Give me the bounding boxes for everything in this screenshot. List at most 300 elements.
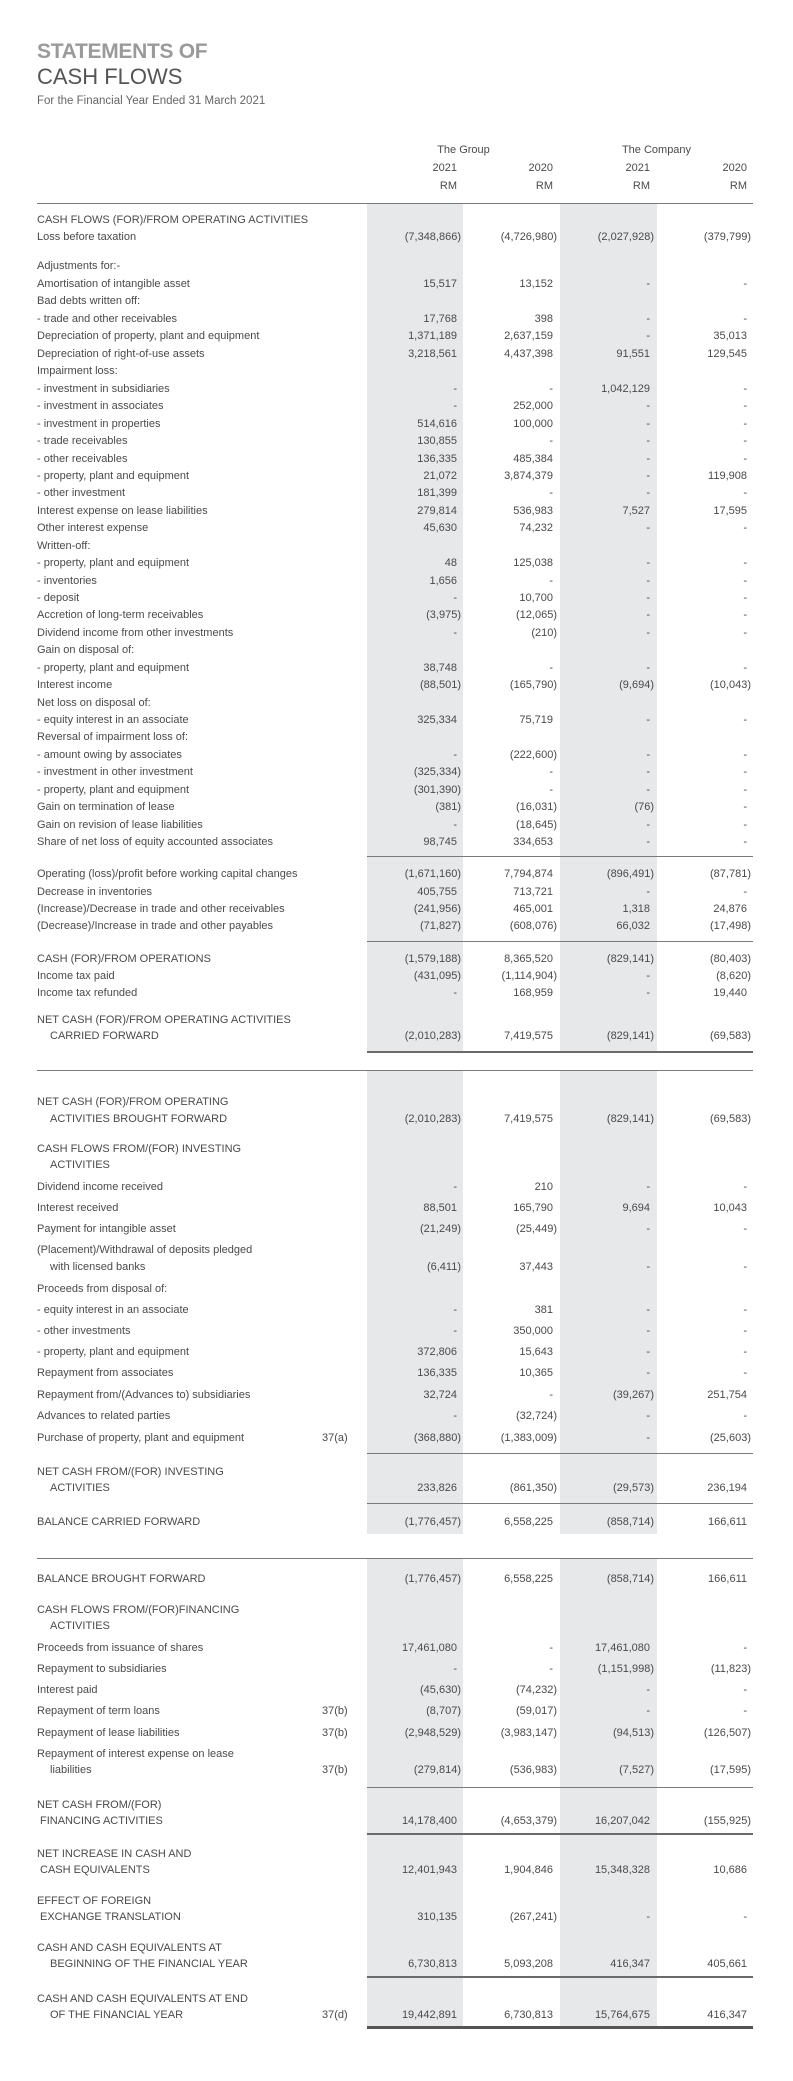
value-company-2021: 15,348,328 (594, 1864, 650, 1876)
value-group-2020: 350,000 (513, 1325, 553, 1337)
value-company-2021: - (646, 714, 650, 726)
value-company-2020: - (743, 1684, 747, 1696)
value-group-2021: - (453, 383, 457, 395)
value-group-2020: 125,038 (513, 557, 553, 569)
value-group-2020: 1,904,846 (504, 1864, 553, 1876)
value-group-2021: (2,948,529) (404, 1727, 461, 1739)
row-label: with licensed banks (50, 1261, 146, 1273)
value-company-2020: - (743, 522, 747, 534)
value-group-2021: (2,010,283) (404, 1113, 461, 1125)
row-label: Income tax refunded (37, 987, 138, 999)
table-row (0, 328, 793, 345)
table-row (0, 573, 793, 590)
value-company-2021: - (646, 453, 650, 465)
value-group-2021: 98,745 (423, 836, 457, 848)
statement-title-line1: STATEMENTS OF (37, 40, 208, 63)
table-row (0, 468, 793, 485)
value-company-2020: (17,595) (710, 1764, 751, 1776)
table-row (0, 1682, 793, 1699)
value-company-2020: - (743, 418, 747, 430)
value-group-2020: 3,874,379 (504, 470, 553, 482)
row-label: Impairment loss: (37, 365, 118, 377)
value-group-2020: 10,365 (519, 1367, 553, 1379)
value-company-2021: 16,207,042 (594, 1815, 650, 1827)
value-group-2020: (222,600) (509, 749, 557, 761)
table-row (0, 729, 793, 746)
subtotal-rule-investing (367, 1453, 753, 1454)
value-company-2020: 10,043 (713, 1202, 747, 1214)
row-label: CASH (FOR)/FROM OPERATIONS (37, 953, 211, 965)
value-company-2021: - (646, 749, 650, 761)
value-company-2020: - (743, 453, 747, 465)
table-row (0, 1157, 793, 1174)
table-row (0, 433, 793, 450)
table-row (0, 555, 793, 572)
value-company-2021: (9,694) (619, 679, 654, 691)
subtotal-rule-carried-forward (367, 1051, 753, 1053)
value-company-2020: (126,507) (703, 1727, 751, 1739)
table-row (0, 1012, 793, 1029)
value-company-2021: - (646, 784, 650, 796)
value-group-2020: (3,983,147) (500, 1727, 557, 1739)
row-label: - equity interest in an associate (37, 714, 189, 726)
value-company-2021: - (646, 1261, 650, 1273)
table-row (0, 866, 793, 883)
table-row (0, 985, 793, 1002)
table-row (0, 642, 793, 659)
row-label: FINANCING ACTIVITIES (40, 1815, 163, 1827)
value-group-2021: 181,399 (417, 487, 457, 499)
statement-subtitle: For the Financial Year Ended 31 March 2021 (37, 95, 266, 107)
value-company-2021: 1,042,129 (601, 383, 650, 395)
row-label: Payment for intangible asset (37, 1223, 176, 1235)
value-group-2021: (6,411) (426, 1261, 461, 1273)
column-year-group-2021: 2021 (432, 162, 457, 174)
value-company-2020: (87,781) (710, 868, 751, 880)
value-group-2021: (1,776,457) (404, 1573, 461, 1585)
value-company-2021: - (646, 609, 650, 621)
row-label: BEGINNING OF THE FINANCIAL YEAR (50, 1958, 248, 1970)
value-group-2020: 713,721 (513, 886, 553, 898)
value-group-2020: 8,365,520 (504, 953, 553, 965)
value-company-2020: 129,545 (707, 348, 747, 360)
table-row (0, 258, 793, 275)
value-company-2021: (858,714) (606, 1573, 654, 1585)
value-group-2021: (1,579,188) (404, 953, 461, 965)
subtotal-rule-working-capital (367, 941, 753, 942)
value-group-2020: (861,350) (509, 1482, 557, 1494)
value-group-2020: (608,076) (509, 920, 557, 932)
value-company-2020: - (743, 435, 747, 447)
value-group-2021: (325,334) (413, 766, 461, 778)
table-row (0, 1323, 793, 1340)
table-row (0, 884, 793, 901)
value-group-2020: 168,959 (513, 987, 553, 999)
value-company-2021: - (646, 970, 650, 982)
subtotal-rule-net-financing (367, 1833, 753, 1835)
note-reference: 37(b) (322, 1705, 348, 1717)
row-label: EXCHANGE TRANSLATION (40, 1911, 181, 1923)
value-group-2020: - (549, 766, 553, 778)
row-label: Repayment of term loans (37, 1705, 160, 1717)
value-company-2020: - (743, 801, 747, 813)
row-label: Repayment from associates (37, 1367, 174, 1379)
row-label: - investment in properties (37, 418, 161, 430)
table-row (0, 1464, 793, 1481)
value-group-2020: 381 (534, 1304, 553, 1316)
row-label: - trade and other receivables (37, 313, 178, 325)
value-company-2021: - (646, 1181, 650, 1193)
row-label: OF THE FINANCIAL YEAR (50, 2009, 184, 2021)
row-label: - investment in subsidiaries (37, 383, 170, 395)
table-row (0, 363, 793, 380)
value-group-2020: (267,241) (509, 1911, 557, 1923)
row-label: Repayment to subsidiaries (37, 1663, 167, 1675)
row-label: Repayment of lease liabilities (37, 1727, 180, 1739)
value-company-2021: (2,027,928) (597, 231, 654, 243)
row-label: Gain on disposal of: (37, 644, 135, 656)
note-reference: 37(b) (322, 1727, 348, 1739)
value-group-2021: 17,768 (423, 313, 457, 325)
table-row (0, 1571, 793, 1588)
value-group-2021: (241,956) (413, 903, 461, 915)
table-row (0, 398, 793, 415)
value-company-2021: - (646, 592, 650, 604)
row-label: Adjustments for:- (37, 260, 121, 272)
value-company-2020: 19,440 (713, 987, 747, 999)
value-group-2021: (431,095) (413, 970, 461, 982)
value-company-2020: - (743, 400, 747, 412)
value-company-2021: (76) (634, 801, 654, 813)
table-row (0, 276, 793, 293)
value-group-2021: (88,501) (420, 679, 461, 691)
value-company-2020: - (743, 313, 747, 325)
table-row (0, 695, 793, 712)
table-row (0, 918, 793, 935)
value-group-2020: (1,114,904) (501, 970, 557, 982)
table-row (0, 1480, 793, 1497)
value-group-2021: 130,855 (417, 435, 457, 447)
table-row (0, 660, 793, 677)
table-row (0, 1893, 793, 1910)
value-group-2020: (1,383,009) (500, 1432, 557, 1444)
row-label: - investment in other investment (37, 766, 193, 778)
value-group-2020: - (549, 383, 553, 395)
value-company-2020: 119,908 (708, 470, 747, 482)
value-company-2021: 15,764,675 (594, 2009, 650, 2021)
row-label: Loss before taxation (37, 231, 137, 243)
value-company-2021: (858,714) (606, 1516, 654, 1528)
row-label: ACTIVITIES (50, 1620, 110, 1632)
value-group-2021: 45,630 (423, 522, 457, 534)
value-group-2020: 13,152 (519, 278, 553, 290)
note-reference: 37(d) (322, 2009, 348, 2021)
value-group-2021: (2,010,283) (404, 1030, 461, 1042)
total-rule-end-of-year (367, 2026, 753, 2029)
value-company-2020: 236,194 (707, 1482, 747, 1494)
row-label: Interest income (37, 679, 113, 691)
value-company-2020: 10,686 (713, 1864, 747, 1876)
value-group-2021: (279,814) (413, 1764, 461, 1776)
table-row (0, 538, 793, 555)
table-row (0, 764, 793, 781)
table-row (0, 817, 793, 834)
value-group-2021: - (453, 987, 457, 999)
value-group-2021: 514,616 (417, 418, 457, 430)
value-group-2021: 405,755 (417, 886, 457, 898)
value-group-2020: 7,419,575 (504, 1113, 553, 1125)
table-row (0, 1661, 793, 1678)
value-company-2020: - (743, 766, 747, 778)
value-group-2021: (45,630) (420, 1684, 461, 1696)
value-company-2021: - (646, 313, 650, 325)
row-label: Interest received (37, 1202, 119, 1214)
row-label: CARRIED FORWARD (50, 1030, 159, 1042)
value-group-2021: 136,335 (417, 453, 457, 465)
value-group-2021: 3,218,561 (408, 348, 457, 360)
value-company-2021: - (646, 470, 650, 482)
row-label: Amortisation of intangible asset (37, 278, 190, 290)
value-company-2021: 66,032 (616, 920, 650, 932)
value-company-2020: - (743, 1367, 747, 1379)
value-company-2020: (17,498) (710, 920, 751, 932)
value-company-2020: - (743, 1705, 747, 1717)
value-group-2021: 32,724 (423, 1389, 457, 1401)
row-label: - trade receivables (37, 435, 128, 447)
value-company-2021: 1,318 (622, 903, 650, 915)
value-group-2020: (16,031) (516, 801, 557, 813)
value-company-2020: - (743, 1346, 747, 1358)
row-label: EFFECT OF FOREIGN (37, 1895, 152, 1907)
table-row (0, 1602, 793, 1619)
value-company-2021: - (646, 1346, 650, 1358)
value-group-2020: (536,983) (509, 1764, 557, 1776)
value-company-2020: (8,620) (716, 970, 751, 982)
row-label: NET INCREASE IN CASH AND (37, 1848, 192, 1860)
row-label: liabilities (50, 1764, 92, 1776)
value-company-2020: - (743, 749, 747, 761)
row-label: Interest expense on lease liabilities (37, 505, 208, 517)
value-company-2020: - (743, 1642, 747, 1654)
table-row (0, 293, 793, 310)
row-label: CASH AND CASH EQUIVALENTS AT END (37, 1993, 248, 2005)
value-company-2020: - (743, 1223, 747, 1235)
table-row (0, 1281, 793, 1298)
table-row (0, 1302, 793, 1319)
row-label: NET CASH (FOR)/FROM OPERATING ACTIVITIES (37, 1014, 291, 1026)
value-company-2020: - (743, 1410, 747, 1422)
value-company-2021: - (646, 557, 650, 569)
subtotal-rule-adjustments (367, 856, 753, 857)
value-group-2020: - (549, 1642, 553, 1654)
row-label: Advances to related parties (37, 1410, 171, 1422)
value-company-2020: - (743, 1261, 747, 1273)
value-company-2020: - (743, 662, 747, 674)
row-label: Other interest expense (37, 522, 149, 534)
value-company-2021: - (646, 627, 650, 639)
column-currency-company-2021: RM (632, 180, 650, 192)
row-label: Dividend income from other investments (37, 627, 234, 639)
value-company-2021: - (646, 522, 650, 534)
value-group-2021: 279,814 (417, 505, 457, 517)
table-row (0, 590, 793, 607)
value-company-2021: (896,491) (606, 868, 654, 880)
row-label: Dividend income received (37, 1181, 163, 1193)
row-label: Bad debts written off: (37, 295, 141, 307)
value-group-2020: 252,000 (513, 400, 553, 412)
value-group-2020: (4,726,980) (500, 231, 557, 243)
value-group-2020: 2,637,159 (504, 330, 553, 342)
row-label: - other investments (37, 1325, 131, 1337)
value-group-2021: 233,826 (417, 1482, 457, 1494)
value-group-2021: 6,730,813 (408, 1958, 457, 1970)
value-group-2020: (25,449) (516, 1223, 557, 1235)
value-company-2020: - (743, 575, 747, 587)
row-label: ACTIVITIES (50, 1482, 110, 1494)
column-currency-group-2020: RM (535, 180, 553, 192)
value-group-2020: 5,093,208 (504, 1958, 553, 1970)
subtotal-rule-net-investing (367, 1503, 753, 1504)
value-company-2021: 416,347 (610, 1958, 650, 1970)
subtotal-rule-beginning (367, 1976, 753, 1978)
table-row (0, 1846, 793, 1863)
value-group-2020: 10,700 (519, 592, 553, 604)
row-label: Written-off: (37, 540, 91, 552)
row-label: Proceeds from issuance of shares (37, 1642, 204, 1654)
value-company-2021: - (646, 886, 650, 898)
value-company-2020: (80,403) (710, 953, 751, 965)
value-group-2021: (368,880) (413, 1432, 461, 1444)
row-label: Depreciation of right-of-use assets (37, 348, 205, 360)
value-group-2020: (4,653,379) (500, 1815, 557, 1827)
table-row (0, 968, 793, 985)
row-label: - amount owing by associates (37, 749, 182, 761)
row-label: - property, plant and equipment (37, 470, 190, 482)
value-group-2021: (8,707) (426, 1705, 461, 1717)
row-label: NET CASH (FOR)/FROM OPERATING (37, 1096, 229, 1108)
value-group-2021: 19,442,891 (401, 2009, 457, 2021)
row-label: BALANCE BROUGHT FORWARD (37, 1573, 206, 1585)
table-row (0, 1242, 793, 1259)
value-company-2021: - (646, 987, 650, 999)
value-company-2021: - (646, 766, 650, 778)
table-row (0, 1746, 793, 1763)
table-row (0, 1387, 793, 1404)
value-group-2021: (21,249) (420, 1223, 461, 1235)
row-label: BALANCE CARRIED FORWARD (37, 1516, 201, 1528)
value-group-2020: 398 (534, 313, 553, 325)
value-group-2021: 12,401,943 (401, 1864, 457, 1876)
value-company-2020: (25,603) (710, 1432, 751, 1444)
value-group-2020: (210) (531, 627, 557, 639)
value-group-2021: 21,072 (423, 470, 457, 482)
table-row (0, 747, 793, 764)
value-group-2021: (7,348,866) (404, 231, 461, 243)
value-company-2020: (379,799) (703, 231, 751, 243)
row-label: Accretion of long-term receivables (37, 609, 204, 621)
value-company-2021: - (646, 1410, 650, 1422)
row-label: Gain on termination of lease (37, 801, 175, 813)
value-group-2021: - (453, 592, 457, 604)
table-row (0, 1344, 793, 1361)
table-row (0, 1141, 793, 1158)
table-row (0, 1028, 793, 1045)
value-group-2021: 17,461,080 (401, 1642, 457, 1654)
value-group-2021: 1,656 (429, 575, 457, 587)
value-company-2021: 7,527 (622, 505, 650, 517)
header-rule (37, 203, 753, 204)
value-group-2020: (32,724) (516, 1410, 557, 1422)
table-row (0, 229, 793, 246)
table-row (0, 1618, 793, 1635)
value-company-2020: 405,661 (707, 1958, 747, 1970)
table-row (0, 901, 793, 918)
row-label: - property, plant and equipment (37, 784, 190, 796)
value-company-2020: - (743, 1304, 747, 1316)
row-label: Income tax paid (37, 970, 115, 982)
value-company-2021: - (646, 1325, 650, 1337)
value-company-2020: - (743, 383, 747, 395)
row-label: - deposit (37, 592, 80, 604)
table-row (0, 503, 793, 520)
value-group-2021: 14,178,400 (401, 1815, 457, 1827)
value-company-2020: - (743, 836, 747, 848)
value-group-2020: 165,790 (513, 1202, 553, 1214)
note-reference: 37(b) (322, 1764, 348, 1776)
value-company-2021: (829,141) (606, 953, 654, 965)
value-group-2020: 7,794,874 (504, 868, 553, 880)
value-group-2021: 38,748 (423, 662, 457, 674)
table-row (0, 520, 793, 537)
value-company-2021: - (646, 487, 650, 499)
value-company-2021: (29,573) (613, 1482, 654, 1494)
value-group-2021: 48 (444, 557, 457, 569)
value-company-2021: (39,267) (613, 1389, 654, 1401)
value-group-2021: (1,671,160) (404, 868, 461, 880)
row-label: NET CASH FROM/(FOR) INVESTING (37, 1466, 224, 1478)
table-row (0, 677, 793, 694)
value-group-2021: (3,975) (426, 609, 461, 621)
value-company-2021: - (646, 1304, 650, 1316)
value-company-2021: - (646, 1223, 650, 1235)
value-group-2021: - (453, 819, 457, 831)
table-row (0, 1640, 793, 1657)
value-company-2020: - (743, 557, 747, 569)
row-label: - equity interest in an associate (37, 1304, 189, 1316)
value-group-2021: 1,371,189 (408, 330, 457, 342)
row-label: CASH EQUIVALENTS (40, 1864, 150, 1876)
column-currency-group-2021: RM (439, 180, 457, 192)
value-company-2021: - (646, 1705, 650, 1717)
value-company-2020: (11,823) (710, 1663, 751, 1675)
row-label: - property, plant and equipment (37, 557, 190, 569)
value-group-2020: (18,645) (516, 819, 557, 831)
value-company-2020: 24,876 (713, 903, 747, 915)
value-group-2020: 6,558,225 (504, 1573, 553, 1585)
value-group-2020: 485,384 (513, 453, 553, 465)
row-label: - inventories (37, 575, 97, 587)
value-group-2020: 6,558,225 (504, 1516, 553, 1528)
value-group-2020: (74,232) (516, 1684, 557, 1696)
column-currency-company-2020: RM (729, 180, 747, 192)
value-company-2020: 251,754 (707, 1389, 747, 1401)
value-group-2021: (1,776,457) (404, 1516, 461, 1528)
value-company-2020: - (743, 1181, 747, 1193)
value-group-2020: 4,437,398 (504, 348, 553, 360)
value-company-2021: 9,694 (622, 1202, 650, 1214)
statement-title-line2: CASH FLOWS (37, 64, 183, 89)
row-label: Depreciation of property, plant and equipment (37, 330, 260, 342)
